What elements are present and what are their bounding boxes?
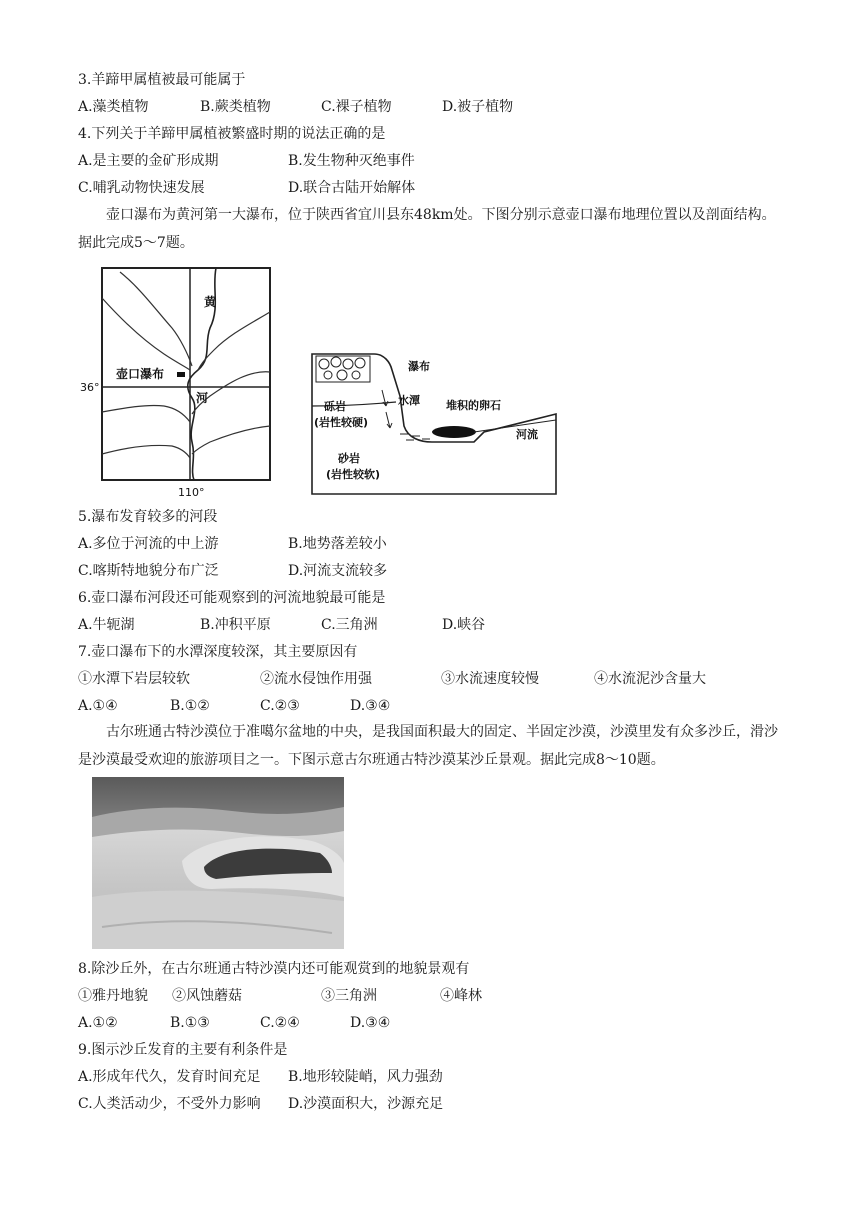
- conglomerate-text: 砾岩: [324, 400, 346, 413]
- q8-options: [78, 1014, 778, 1032]
- waterfall-label: 壶口瀑布: [116, 367, 165, 381]
- q5-options-row2: [78, 562, 778, 580]
- q9-option-a: A.形成年代久，发育时间充足: [78, 1069, 261, 1085]
- q5-option-a: A.多位于河流的中上游: [78, 536, 219, 552]
- q3-option-c: C.裸子植物: [321, 99, 392, 115]
- q6-stem: 6.壶口瀑布河段还可能观察到的河流地貌最可能是: [78, 590, 386, 606]
- q7-option-b: B.①②: [170, 698, 210, 714]
- q8-option-d: D.③④: [350, 1015, 391, 1031]
- q3-option-d: D.被子植物: [442, 99, 514, 115]
- pool-text: 水潭: [398, 394, 420, 407]
- q8-item-4: ④峰林: [440, 988, 482, 1004]
- waterfall-marker: [177, 372, 185, 377]
- river-label-2: 河: [196, 391, 209, 405]
- q9-option-c: C.人类活动少，不受外力影响: [78, 1096, 261, 1112]
- q4-option-a: A.是主要的金矿形成期: [78, 153, 219, 169]
- q4-option-d: D.联合古陆开始解体: [288, 180, 416, 196]
- q6-option-a: A.牛轭湖: [78, 617, 135, 633]
- hukou-location-map: [80, 258, 290, 498]
- waterfall-profile-diagram: [304, 346, 560, 498]
- waterfall-text: 瀑布: [408, 360, 430, 373]
- q6-options: [78, 616, 778, 634]
- tributary: [192, 426, 270, 454]
- q6-option-c: C.三角洲: [321, 617, 378, 633]
- tributary: [102, 405, 190, 422]
- q7-option-a: A.①④: [78, 698, 118, 714]
- q9-options-row1: [78, 1068, 778, 1086]
- q9-options-row2: [78, 1095, 778, 1113]
- q4-options-row1: [78, 152, 778, 170]
- q6-option-d: D.峡谷: [442, 617, 486, 633]
- q8-option-a: A.①②: [78, 1015, 118, 1031]
- q4-option-b: B.发生物种灭绝事件: [288, 153, 415, 169]
- tributary: [120, 272, 192, 366]
- q8-item-1: ①雅丹地貌: [78, 988, 148, 1004]
- pebbles-text: 堆积的卵石: [446, 399, 501, 412]
- q5-stem: 5.瀑布发育较多的河段: [78, 509, 218, 525]
- q8-option-c: C.②④: [260, 1015, 300, 1031]
- q3-option-b: B.蕨类植物: [200, 99, 271, 115]
- q8-option-b: B.①③: [170, 1015, 210, 1031]
- q6-option-b: B.冲积平原: [200, 617, 271, 633]
- latitude-label: 36°: [80, 381, 100, 394]
- tributary: [198, 312, 270, 370]
- q5-option-d: D.河流支流较多: [288, 563, 388, 579]
- q9-option-b: B.地形较陡峭，风力强劲: [288, 1069, 443, 1085]
- q5-option-b: B.地势落差较小: [288, 536, 387, 552]
- q4-stem: 4.下列关于羊蹄甲属植被繁盛时期的说法正确的是: [78, 126, 386, 142]
- sand-dune-photo: [92, 777, 344, 949]
- q7-options: [78, 697, 778, 715]
- q8-item-2: ②风蚀蘑菇: [172, 988, 242, 1004]
- conglomerate-note: (岩性较硬): [314, 416, 369, 429]
- sandstone-text: 砂岩: [338, 452, 360, 465]
- q4-options-row2: [78, 179, 778, 197]
- q5-options-row1: [78, 535, 778, 553]
- pebble-deposit: [432, 426, 476, 438]
- q7-stem: 7.壶口瀑布下的水潭深度较深，其主要原因有: [78, 644, 358, 660]
- q8-items: [78, 987, 778, 1005]
- river-label-1: 黄: [204, 295, 217, 309]
- q7-item-1: ①水潭下岩层较软: [78, 671, 190, 687]
- intro-5-7: 壶口瀑布为黄河第一大瀑布，位于陕西省宜川县东48km处。下图分别示意壶口瀑布地理位置以及剖面结构。据此完成5～7题。: [78, 207, 776, 251]
- q7-option-d: D.③④: [350, 698, 391, 714]
- sandstone-note: (岩性较软): [326, 468, 381, 481]
- q9-option-d: D.沙漠面积大，沙源充足: [288, 1096, 444, 1112]
- q4-option-c: C.哺乳动物快速发展: [78, 180, 205, 196]
- intro-8-10: 古尔班通古特沙漠位于准噶尔盆地的中央，是我国面积最大的固定、半固定沙漠，沙漠里发有众多沙丘，滑沙是沙漠最受欢迎的旅游项目之一。下图示意古尔班通古特沙漠某沙丘景观。据此完成8～10题。: [78, 724, 778, 768]
- q7-items: [78, 670, 778, 688]
- q8-stem: 8.除沙丘外，在古尔班通古特沙漠内还可能观赏到的地貌景观有: [78, 961, 470, 977]
- q7-option-c: C.②③: [260, 698, 300, 714]
- q8-item-3: ③三角洲: [321, 988, 377, 1004]
- q3-stem: 3.羊蹄甲属植被最可能属于: [78, 72, 246, 88]
- q7-item-4: ④水流泥沙含量大: [594, 671, 706, 687]
- tributary: [102, 445, 190, 458]
- q9-stem: 9.图示沙丘发育的主要有利条件是: [78, 1042, 288, 1058]
- q3-options: [78, 98, 778, 116]
- q7-item-2: ②流水侵蚀作用强: [260, 671, 372, 687]
- q5-option-c: C.喀斯特地貌分布广泛: [78, 563, 219, 579]
- river-text: 河流: [516, 428, 538, 441]
- q3-option-a: A.藻类植物: [78, 99, 149, 115]
- q7-item-3: ③水流速度较慢: [441, 671, 539, 687]
- longitude-label: 110°: [178, 486, 205, 498]
